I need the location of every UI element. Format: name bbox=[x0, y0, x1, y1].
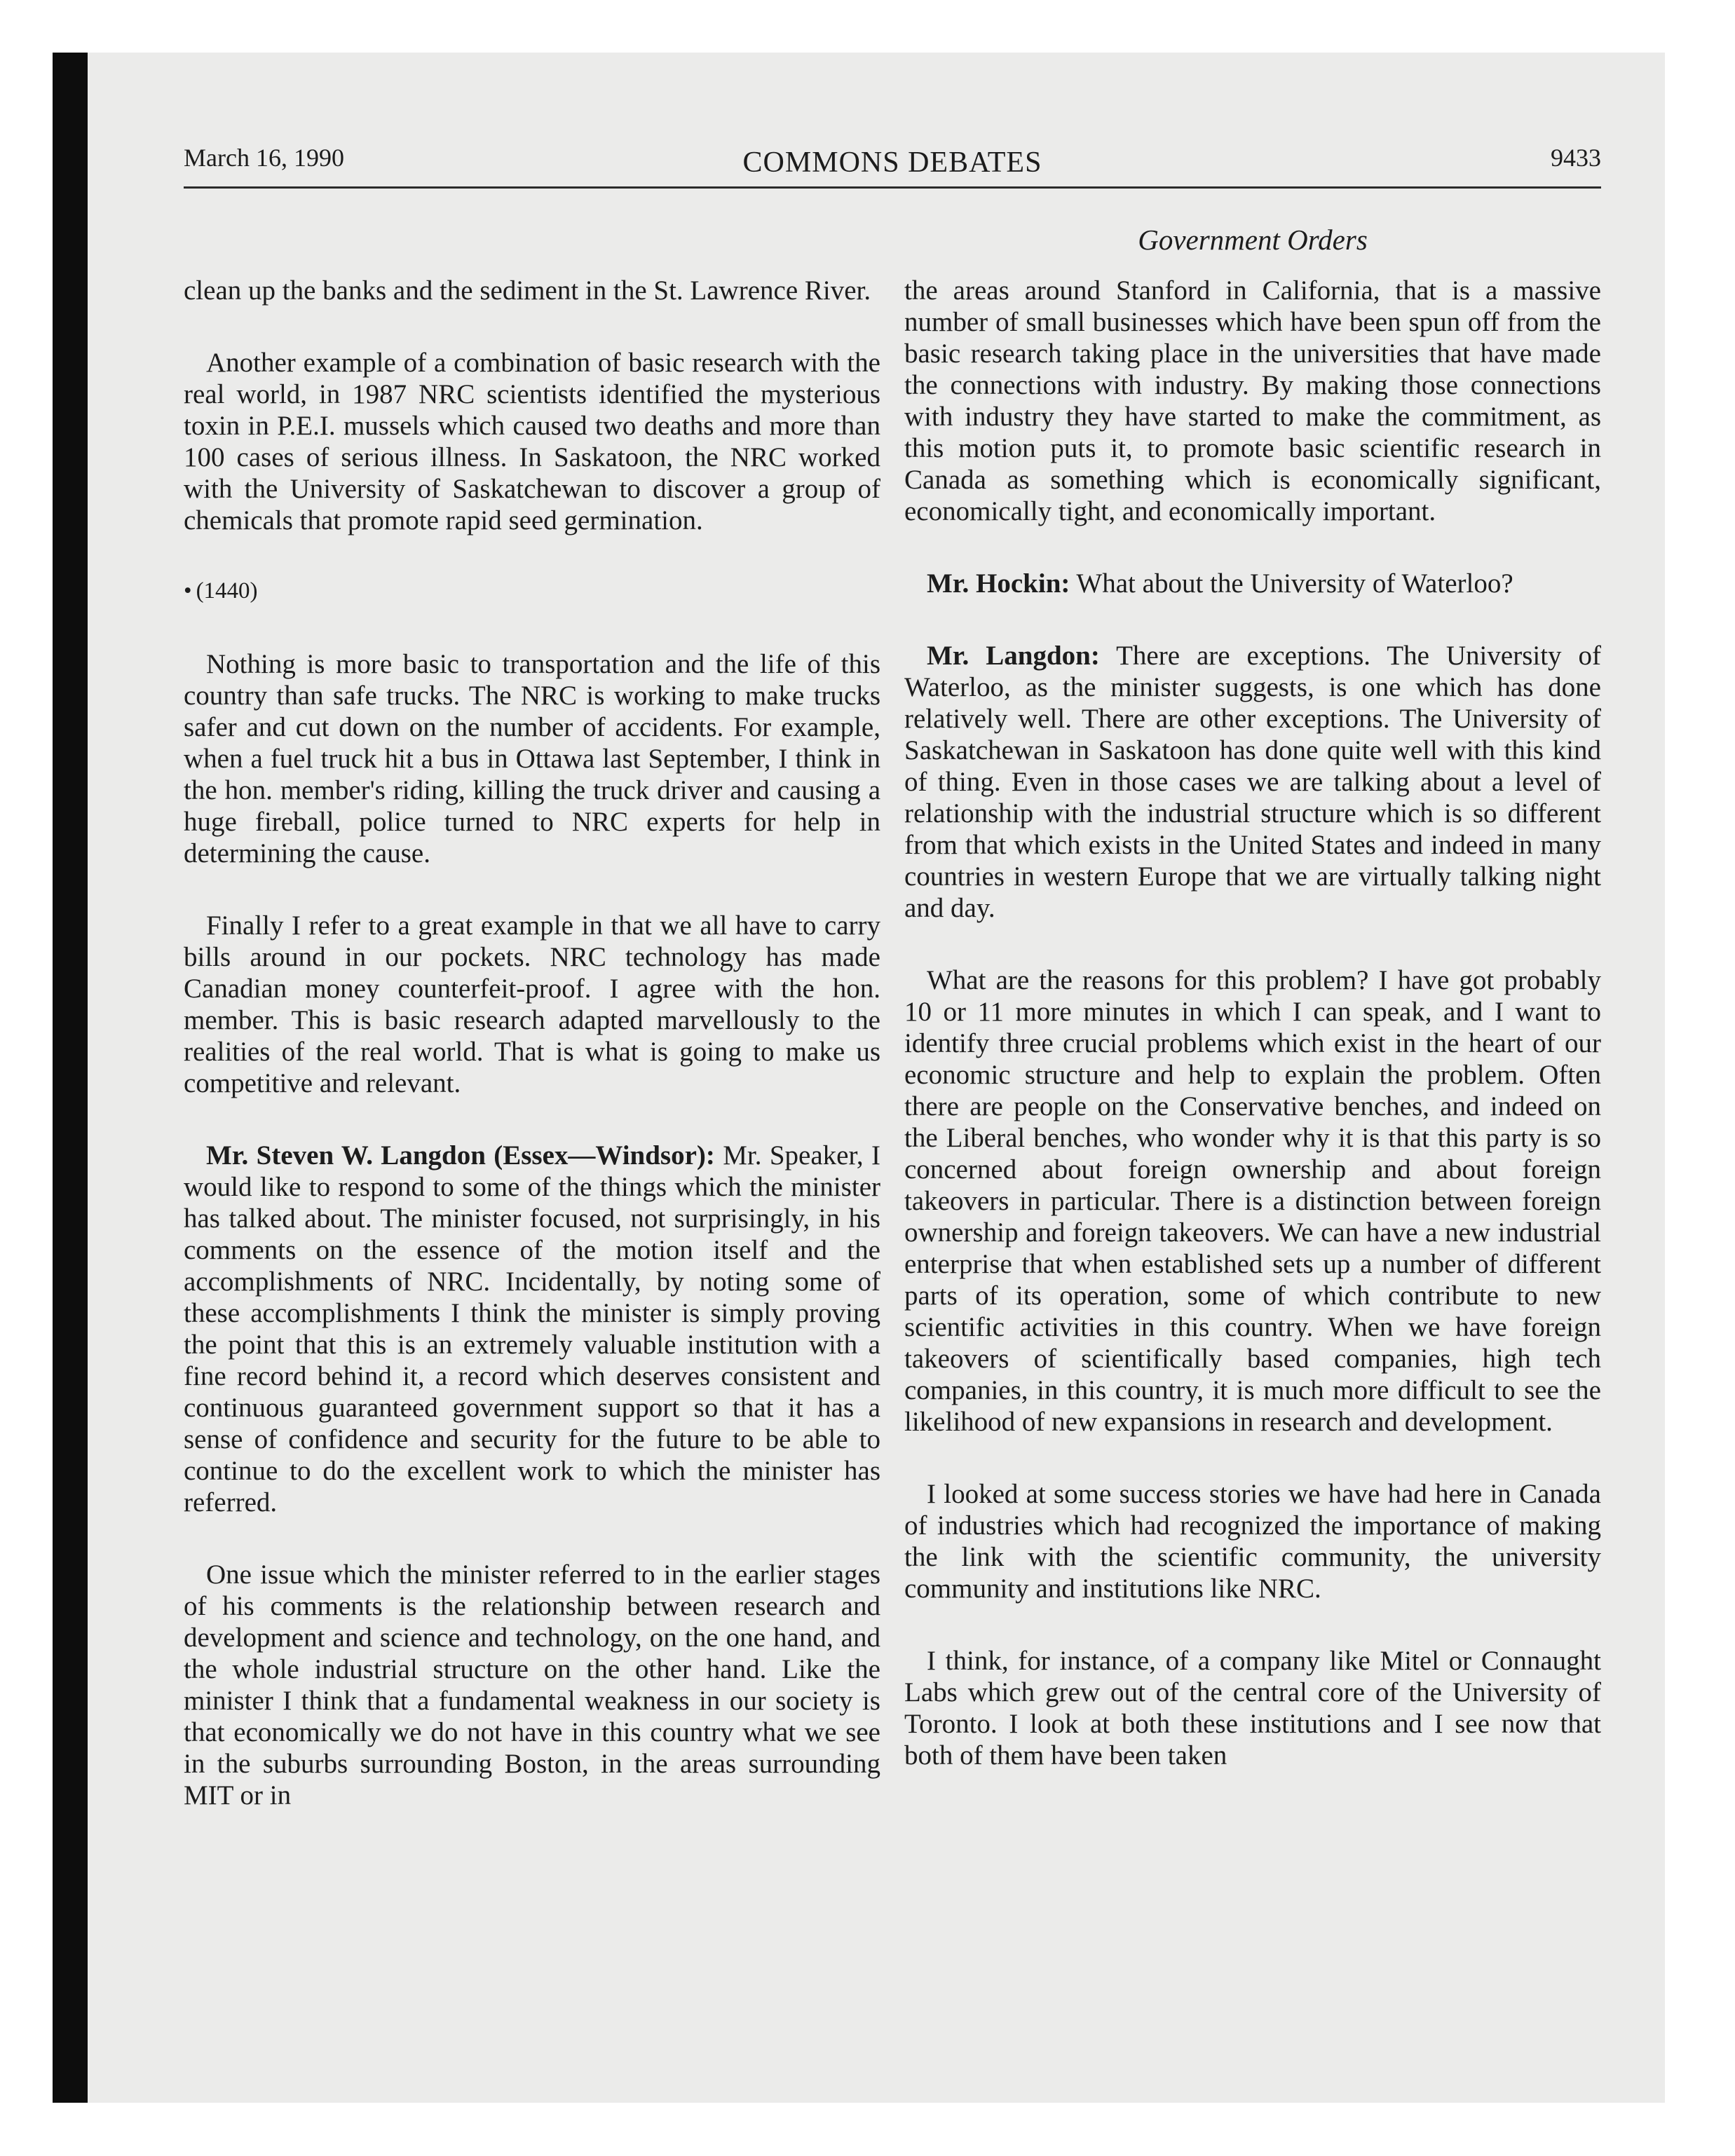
speech-text: What about the University of Waterloo? bbox=[1070, 568, 1513, 599]
running-header bbox=[184, 140, 1601, 189]
right-column bbox=[904, 275, 1601, 1812]
header-page-number: 9433 bbox=[1551, 144, 1601, 172]
paragraph: What are the reasons for this problem? I have got probably 10 or 11 more minutes in which I can speak, and I want to identify three crucial problems which exist in the heart of our economic structure and help to explain the problem. Often there are people on the Conservative benches, and indeed on the Liberal benches, who wonder why it is that this party is so concerned about foreign ownership and about foreign takeovers in particular. There is a distinction between foreign ownership and foreign takeovers. We can have a new industrial enterprise that when established sets up a number of different parts of its operation, some of which contribute to new scientific activities in this country. When we have foreign takeovers of scientifically based companies, high tech companies, in this country, it is much more difficult to see the likelihood of new expansions in research and development. bbox=[904, 965, 1601, 1437]
paragraph: clean up the banks and the sediment in the St. Lawrence River. bbox=[184, 275, 871, 306]
speech-paragraph bbox=[904, 640, 1601, 924]
speech-text: Mr. Speaker, I would like to respond to some of the things which the minister has talked about. The minister focused, not surprisingly, in his comments on the essence of the motion itself and the accomplishments of NRC. Incidentally, by noting some of these accomplishments I think the minister is simply proving the point that this is an extremely valuable institution with a fine record behind it, a record which deserves consistent and continuous guaranteed government support so that it has a sense of confidence and security for the future to be able to continue to do the excellent work to which the minister has referred. bbox=[184, 1140, 881, 1517]
speaker-name: Mr. Langdon: bbox=[927, 641, 1100, 671]
bullet-icon: • bbox=[184, 578, 192, 603]
speaker-name: Mr. Steven W. Langdon (Essex—Windsor): bbox=[206, 1140, 715, 1171]
paragraph: Nothing is more basic to transportation and the life of this country than safe trucks. The NRC is working to make trucks safer and cut down on the number of accidents. For example, when a fuel truck hit a bus in Ottawa last September, I think in the hon. member's riding, killing the truck driver and causing a huge fireball, police turned to NRC experts for help in determining the cause. bbox=[184, 649, 880, 868]
scan-border bbox=[53, 53, 88, 2103]
header-title: COMMONS DEBATES bbox=[742, 146, 1042, 179]
paragraph: Finally I refer to a great example in that we all have to carry bills around in our pockets. NRC technology has made Canadian money counterfeit-proof. I agree with the hon. member. This is basic research adapted marvellously to the realities of the real world. That is what is going to make us competitive and relevant. bbox=[184, 910, 880, 1098]
timestamp-marker bbox=[184, 577, 880, 605]
speaker-name: Mr. Hockin: bbox=[927, 568, 1070, 599]
timestamp: (1440) bbox=[196, 578, 258, 603]
speech-text: There are exceptions. The University of Waterloo, as the minister suggests, is one which has done relatively well. There are other exceptions. The University of Saskatchewan in Saskatoon has done quite well with this kind of thing. Even in those cases we are talking about a level of relationship with the industrial structure which is so different from that which exists in the United States and indeed in many countries in western Europe that we are virtually talking night and day. bbox=[904, 641, 1601, 923]
paragraph: One issue which the minister referred to in the earlier stages of his comments is the relationship between research and development and science and technology, on the one hand, and the whole industrial structure on the other hand. Like the minister I think that a fundamental weakness in our society is that economically we do not have in this country what we see in the suburbs surrounding Boston, in the areas surrounding MIT or in bbox=[184, 1560, 880, 1810]
paragraph: Another example of a combination of basic research with the real world, in 1987 NRC scientists identified the mysterious toxin in P.E.I. mussels which caused two deaths and more than 100 cases of serious illness. In Saskatoon, the NRC worked with the University of Saskatchewan to discover a group of chemicals that promote rapid seed germination. bbox=[184, 348, 880, 535]
paragraph: I looked at some success stories we have had here in Canada of industries which had recognized the importance of making the link with the scientific community, the university community and institutions like NRC. bbox=[904, 1479, 1601, 1604]
left-column bbox=[184, 275, 880, 1852]
speech-paragraph bbox=[904, 568, 1601, 599]
paragraph: the areas around Stanford in California, that is a massive number of small businesses which have been spun off from the basic research taking place in the universities that have made the connections with industry. By making those connections with industry they have started to make the commitment, as this motion puts it, to promote basic scientific research in Canada as something which is economically significant, economically tight, and economically important. bbox=[904, 275, 1601, 526]
section-heading: Government Orders bbox=[1138, 224, 1368, 256]
header-date: March 16, 1990 bbox=[184, 144, 344, 172]
paragraph: I think, for instance, of a company like Mitel or Connaught Labs which grew out of the central core of the University of Toronto. I look at both these institutions and I see now that both of them have been taken bbox=[904, 1646, 1601, 1770]
speech-paragraph bbox=[184, 1140, 880, 1518]
